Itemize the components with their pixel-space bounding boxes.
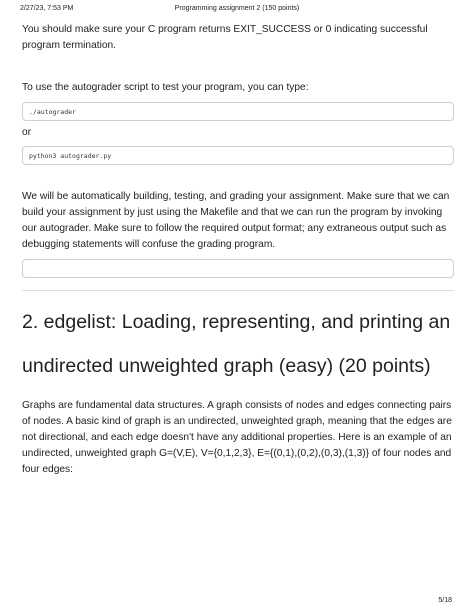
page-content bbox=[22, 22, 454, 478]
section-divider bbox=[22, 290, 454, 291]
print-header bbox=[20, 5, 454, 15]
section-heading-line-2: undirected unweighted graph (easy) (20 points) bbox=[22, 355, 431, 377]
exit-success-paragraph: You should make sure your C program returns EXIT_SUCCESS or 0 indicating successful program termination. bbox=[22, 24, 428, 51]
or-label: or bbox=[22, 127, 32, 138]
autograder-command-box[interactable]: ./autograder bbox=[22, 102, 454, 121]
print-doc-title: Programming assignment 2 (150 points) bbox=[174, 5, 300, 12]
build-instructions-paragraph: We will be automatically building, testing, and grading your assignment. Make sure that we can build your assignment by just using the Makefile and that we can run the program by invoking our autograder. Make sure to follow the required output format; any extraneous output such as debugging statements will confuse the grading program. bbox=[22, 191, 450, 250]
page-number: 5/18 bbox=[438, 597, 452, 604]
graphs-description-paragraph: Graphs are fundamental data structures. A graph consists of nodes and edges connecting pairs of nodes. A basic kind of graph is an undirected, unweighted graph, meaning that the edges are not directional, and each edge doesn't have any additional properties. Here is an example of an undirected, unweighted graph G=(V,E), V={0,1,2,3}, E={(0,1),(0,2),(0,3),(1,3)} of four nodes and four edges: bbox=[22, 400, 452, 475]
autograder-intro-paragraph: To use the autograder script to test your program, you can type: bbox=[22, 82, 309, 93]
empty-code-box[interactable] bbox=[22, 259, 454, 278]
print-datetime: 2/27/23, 7:53 PM bbox=[20, 5, 74, 12]
python-command-box[interactable]: python3 autograder.py bbox=[22, 146, 454, 165]
section-heading-line-1: 2. edgelist: Loading, representing, and printing an bbox=[22, 311, 451, 333]
